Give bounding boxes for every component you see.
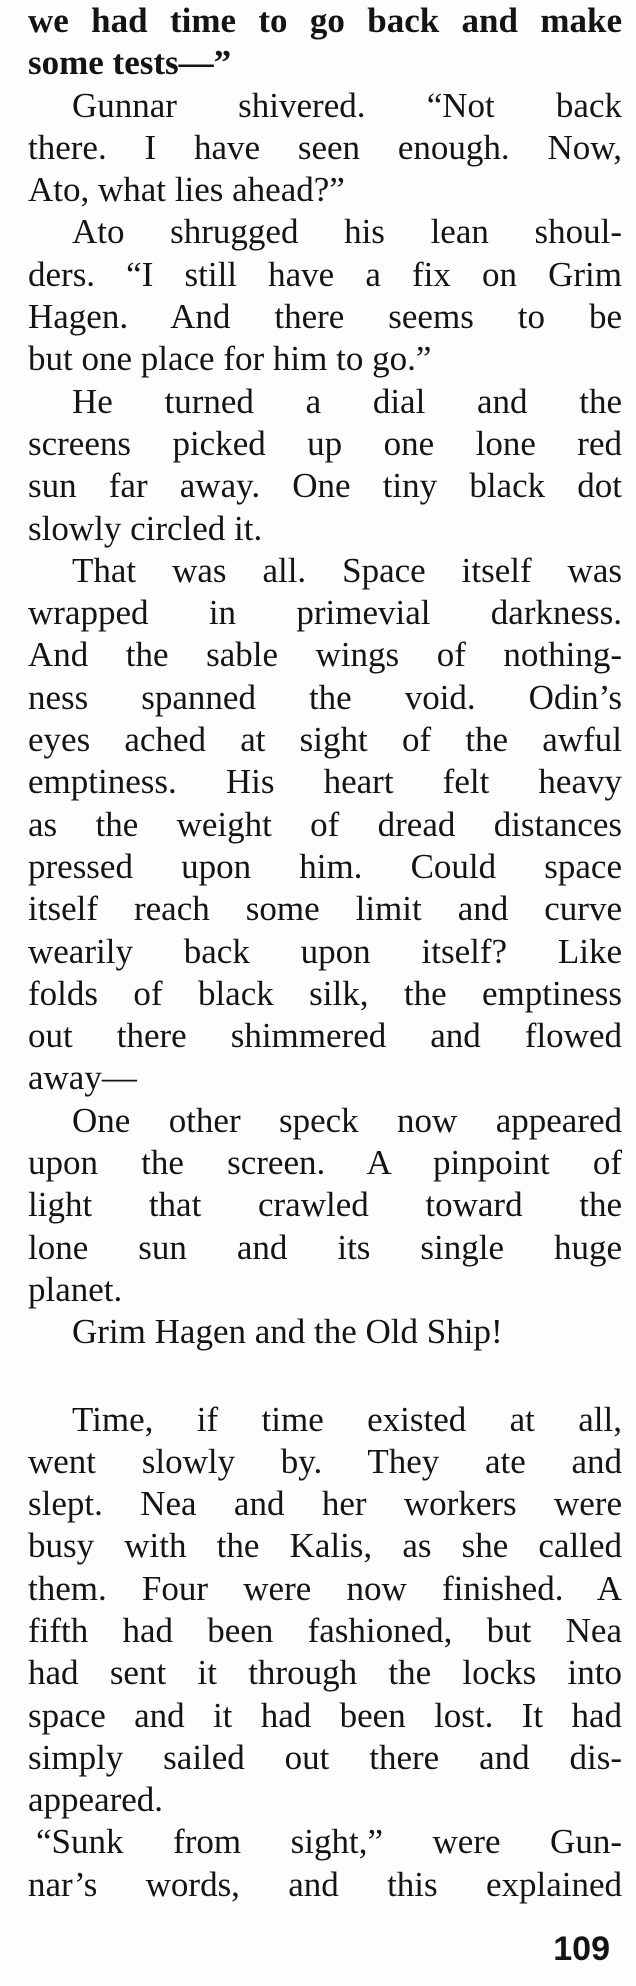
text-line: That was all. Space itself was — [72, 550, 622, 590]
text-line: went slowly by. They ate and — [28, 1441, 622, 1481]
page-number: 109 — [553, 1930, 610, 1968]
text-line: Ato shrugged his lean shoul- — [72, 212, 622, 252]
text-line: itself reach some limit and curve — [28, 889, 622, 929]
text-line: screens picked up one lone red — [28, 423, 622, 463]
text-line: slept. Nea and her workers were — [28, 1484, 622, 1524]
text-line: but one place for him to go.” — [28, 339, 432, 379]
text-line: Gunnar shivered. “Not back — [72, 85, 622, 125]
text-line: simply sailed out there and dis- — [28, 1737, 622, 1777]
text-line: we had time to go back and make — [28, 1, 622, 40]
text-line: planet. — [28, 1269, 123, 1309]
text-line: Ato, what lies ahead?” — [28, 170, 345, 210]
text-line: “Sunk from sight,” were Gun- — [36, 1822, 622, 1862]
text-column — [28, 0, 622, 1906]
text-line: Time, if time existed at all, — [72, 1399, 622, 1439]
text-line: nar’s words, and this explained — [28, 1864, 622, 1904]
text-line: folds of black silk, the emptiness — [28, 973, 622, 1013]
text-line: One other speck now appeared — [72, 1100, 622, 1140]
text-line: fifth had been fashioned, but Nea — [28, 1610, 622, 1650]
text-line: upon the screen. A pinpoint of — [28, 1143, 622, 1183]
text-line: Grim Hagen and the Old Ship! — [72, 1312, 503, 1352]
text-line: lone sun and its single huge — [28, 1227, 622, 1267]
text-line: ders. “I still have a fix on Grim — [28, 254, 622, 294]
text-line: slowly circled it. — [28, 508, 263, 548]
text-line: busy with the Kalis, as she called — [28, 1526, 622, 1566]
text-line: appeared. — [28, 1780, 164, 1820]
text-line: had sent it through the locks into — [28, 1653, 622, 1693]
text-line: He turned a dial and the — [72, 381, 622, 421]
text-line: them. Four were now finished. A — [28, 1568, 622, 1608]
text-line: And the sable wings of nothing- — [28, 635, 622, 675]
text-line: space and it had been lost. It had — [28, 1695, 622, 1735]
text-line: ness spanned the void. Odin’s — [28, 677, 622, 717]
text-line: pressed upon him. Could space — [28, 846, 622, 886]
text-line: wearily back upon itself? Like — [28, 931, 622, 971]
section-break — [28, 1354, 622, 1399]
text-line: eyes ached at sight of the awful — [28, 720, 622, 760]
text-line: away— — [28, 1058, 137, 1098]
text-line: out there shimmered and flowed — [28, 1016, 622, 1056]
text-line: some tests—” — [28, 43, 232, 83]
text-line: sun far away. One tiny black dot — [28, 466, 622, 506]
text-line: light that crawled toward the — [28, 1185, 622, 1225]
text-line: Hagen. And there seems to be — [28, 297, 622, 337]
text-line: wrapped in primevial darkness. — [28, 593, 622, 633]
text-line: emptiness. His heart felt heavy — [28, 762, 622, 802]
text-line: as the weight of dread distances — [28, 804, 622, 844]
text-line: there. I have seen enough. Now, — [28, 127, 622, 167]
